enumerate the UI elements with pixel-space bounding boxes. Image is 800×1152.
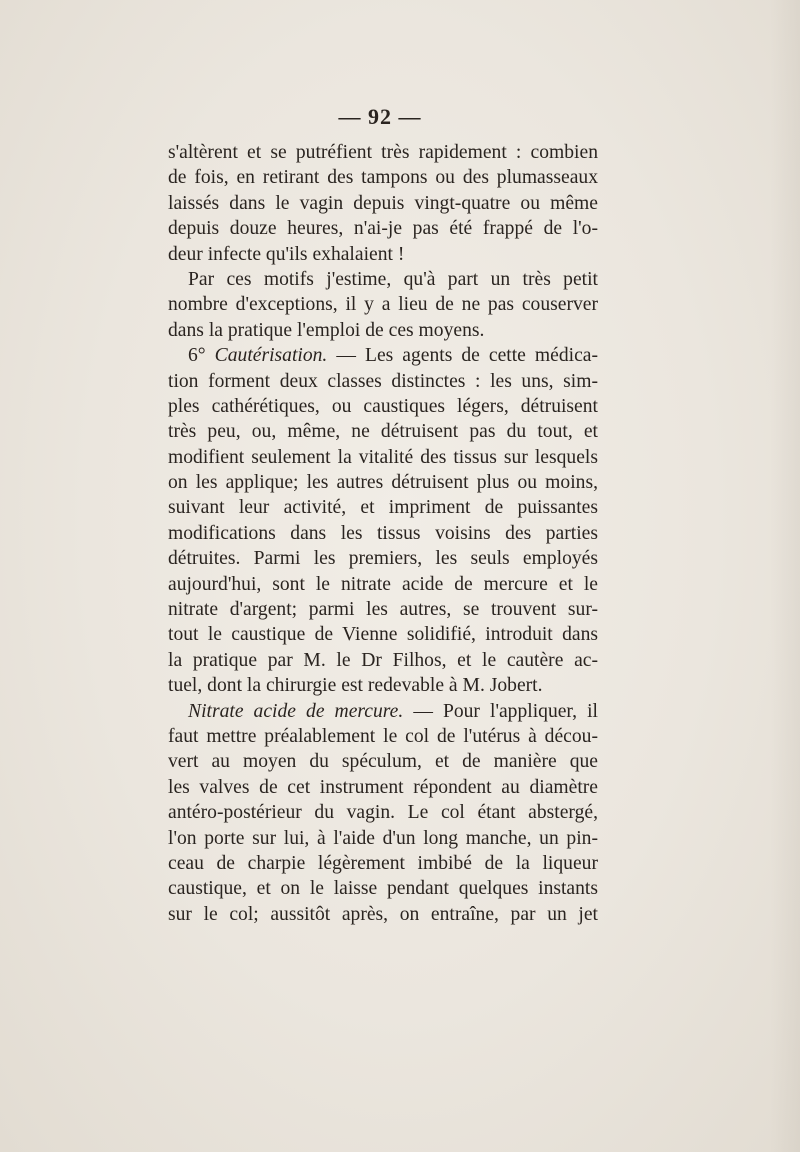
line-text: s'altèrent et se putréfient très rapidement : combien <box>168 142 598 163</box>
line-text: modifient seulement la vitalité des tissus sur lesquels <box>168 446 598 468</box>
text-line <box>168 318 598 343</box>
text-line <box>168 495 598 520</box>
line-text: tion forment deux classes distinctes : les uns, sim- <box>168 370 598 392</box>
text-line <box>168 902 598 927</box>
line-text: détruites. Parmi les premiers, les seuls employés <box>168 548 598 570</box>
text-line <box>168 699 598 724</box>
text-line <box>168 216 598 241</box>
section-number: 6° <box>188 345 215 367</box>
text-line <box>168 724 598 749</box>
text-line <box>168 140 598 165</box>
italic-heading: Cautérisation. <box>214 345 328 367</box>
text-line <box>168 622 598 647</box>
text-line <box>168 445 598 470</box>
text-line <box>168 826 598 851</box>
line-text: nombre d'exceptions, il y a lieu de ne pas couserver <box>168 294 598 316</box>
line-text: — Pour l'appliquer, il <box>403 700 598 722</box>
text-line <box>168 673 598 698</box>
line-text: les valves de cet instrument répondent au diamètre <box>168 776 598 798</box>
line-text: sur le col; aussitôt après, on entraîne, par un jet <box>168 903 598 925</box>
text-line <box>168 369 598 394</box>
line-text: Par ces motifs j'estime, qu'à part un très petit <box>188 268 598 290</box>
italic-heading: Nitrate acide de mercure. <box>188 700 404 722</box>
line-text: tuel, dont la chirurgie est redevable à M. Jobert. <box>168 675 543 697</box>
line-text: modifications dans les tissus voisins des parties <box>168 522 598 544</box>
text-line <box>168 343 598 368</box>
line-text: deur infecte qu'ils exhalaient ! <box>168 243 405 265</box>
line-text: — Les agents de cette médica- <box>327 345 598 367</box>
text-line <box>168 546 598 571</box>
text-line <box>168 572 598 597</box>
line-text: nitrate d'argent; parmi les autres, se trouvent sur- <box>168 599 598 621</box>
line-text: très peu, ou, même, ne détruisent pas du tout, et <box>168 421 598 443</box>
line-text: l'on porte sur lui, à l'aide d'un long manche, un pin- <box>168 827 598 849</box>
page-number: — 92 — <box>338 104 422 129</box>
line-text: faut mettre préalablement le col de l'utérus à décou- <box>168 725 598 747</box>
line-text: aujourd'hui, sont le nitrate acide de mercure et le <box>168 573 598 595</box>
text-line <box>168 267 598 292</box>
text-line <box>168 876 598 901</box>
line-text: ples cathérétiques, ou caustiques légers, détruisent <box>168 395 598 417</box>
text-line <box>168 648 598 673</box>
line-text: la pratique par M. le Dr Filhos, et le cautère ac- <box>168 649 598 671</box>
body-text <box>168 140 598 927</box>
text-line <box>168 521 598 546</box>
line-text: depuis douze heures, n'ai-je pas été frappé de l'o- <box>168 218 598 240</box>
text-line <box>168 394 598 419</box>
text-line <box>168 191 598 216</box>
line-text: vert au moyen du spéculum, et de manière que <box>168 751 598 773</box>
text-line <box>168 419 598 444</box>
line-text: dans la pratique l'emploi de ces moyens. <box>168 319 485 341</box>
text-line <box>168 242 598 267</box>
text-line <box>168 775 598 800</box>
text-line <box>168 165 598 190</box>
text-line <box>168 470 598 495</box>
line-text: suivant leur activité, et impriment de puissantes <box>168 497 598 519</box>
line-text: ceau de charpie légèrement imbibé de la liqueur <box>168 852 598 874</box>
text-line <box>168 800 598 825</box>
line-text: de fois, en retirant des tampons ou des plumasseaux <box>168 167 598 189</box>
line-text: caustique, et on le laisse pendant quelques instants <box>168 878 598 900</box>
line-text: on les applique; les autres détruisent plus ou moins, <box>168 472 598 494</box>
text-line <box>168 749 598 774</box>
text-line <box>168 597 598 622</box>
text-line <box>168 851 598 876</box>
text-line <box>168 292 598 317</box>
line-text: tout le caustique de Vienne solidifié, introduit dans <box>168 624 598 646</box>
page-edge-shadow <box>770 0 800 1152</box>
line-text: laissés dans le vagin depuis vingt-quatre ou même <box>168 192 598 214</box>
line-text: antéro-postérieur du vagin. Le col étant abstergé, <box>168 802 598 824</box>
